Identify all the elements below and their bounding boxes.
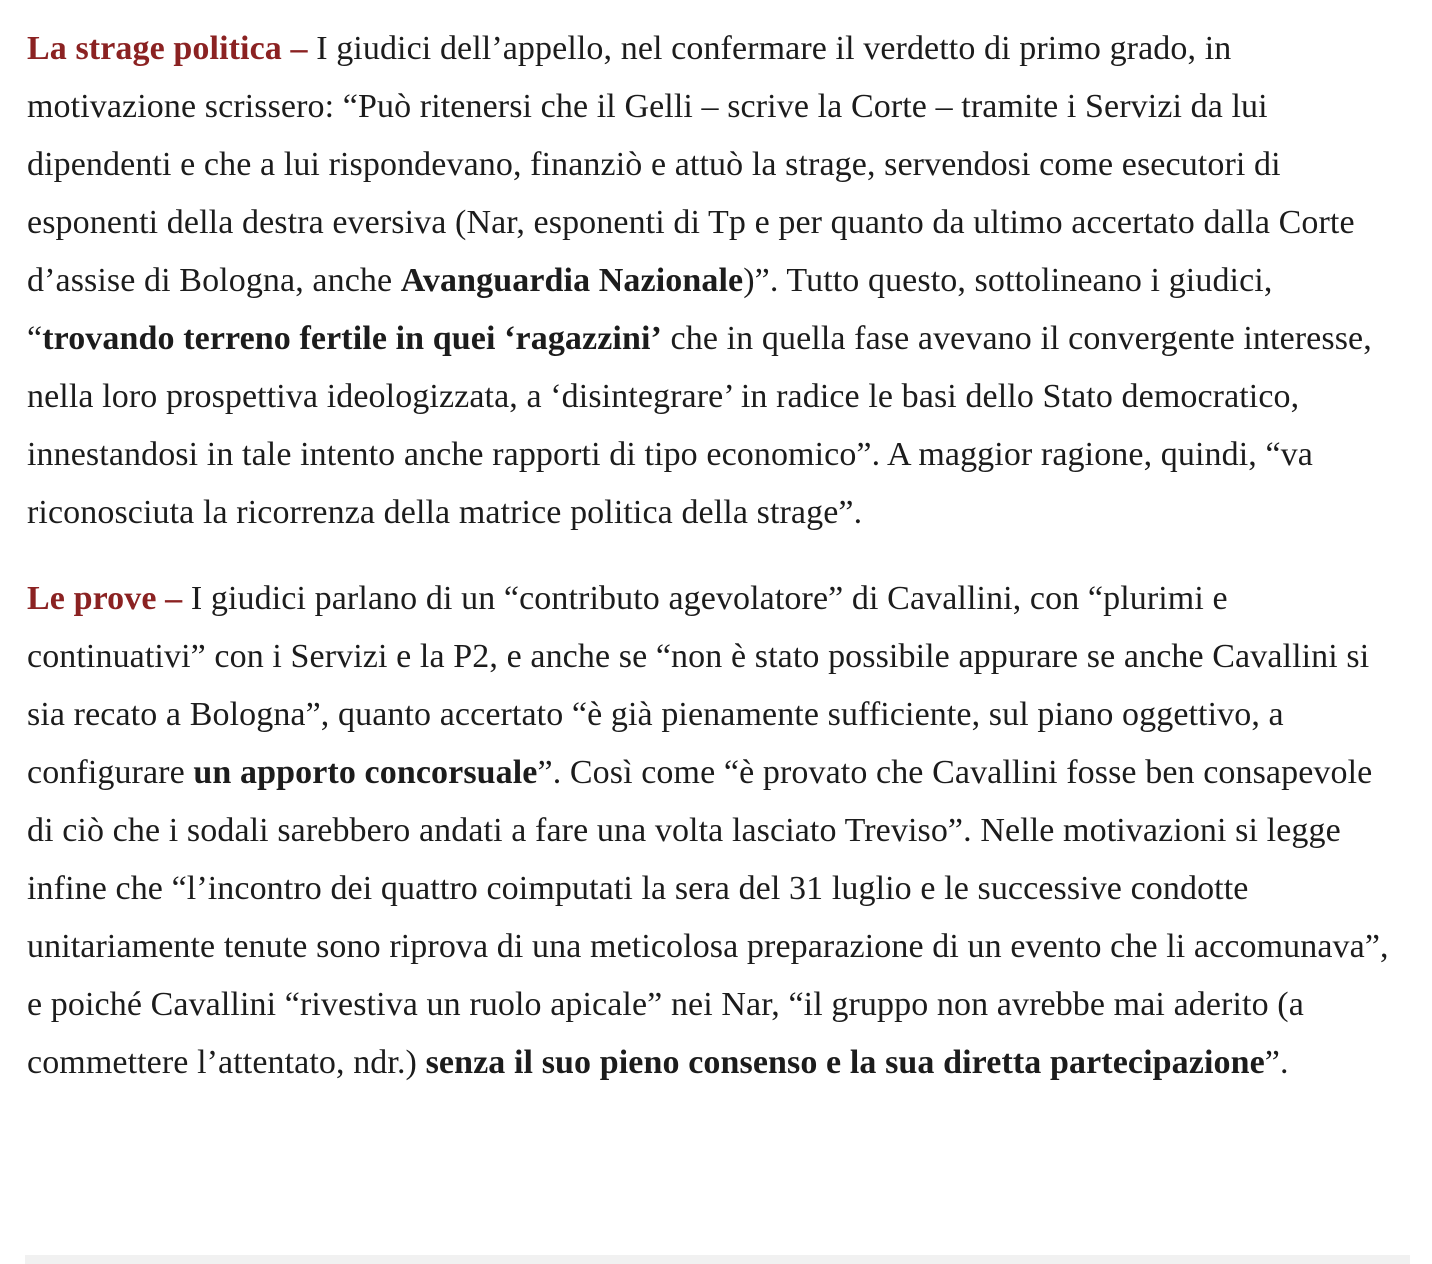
text-run: )”. Tutto questo, sottolineano i giudici, “ xyxy=(27,262,1273,357)
section-divider xyxy=(25,1255,1410,1264)
text-run: ”. Così come “è provato che Cavallini fosse ben consapevole di ciò che i sodali sarebbero andati a fare una volta lasciato Treviso”. Nelle motivazioni si legge infine che “l’incontro dei quattro coimputati la sera del 31 luglio e le successive condotte unitariamente tenute sono riprova di una meticolosa preparazione di un evento che li accomunava”, e poiché Cavallini “rivestiva un ruolo apicale” nei Nar, “il gruppo non avrebbe mai aderito (a commettere l’attentato, ndr.) xyxy=(27,754,1389,1081)
paragraph-lead-label: La strage politica – xyxy=(27,30,317,67)
text-run: I giudici dell’appello, nel confermare il verdetto di primo grado, in motivazione scrissero: “Può ritenersi che il Gelli – scrive la Corte – tramite i Servizi da lui dipendenti e che a lui rispondevano, finanziò e attuò la strage, servendosi come esecutori di esponenti della destra eversiva (Nar, esponenti di Tp e per quanto da ultimo accertato dalla Corte d’assise di Bologna, anche xyxy=(27,30,1355,299)
paragraph xyxy=(27,20,1404,542)
bold-text-run: Avanguardia Nazionale xyxy=(400,262,744,299)
bold-text-run: un apporto concorsuale xyxy=(193,754,538,791)
text-run: ”. xyxy=(1264,1044,1289,1081)
bold-text-run: trovando terreno fertile in quei ‘ragazzini’ xyxy=(42,320,662,357)
paragraph-lead-label: Le prove – xyxy=(27,580,191,617)
paragraph xyxy=(27,570,1404,1092)
bold-text-run: senza il suo pieno consenso e la sua diretta partecipazione xyxy=(425,1044,1265,1081)
text-run: I giudici parlano di un “contributo agevolatore” di Cavallini, con “plurimi e continuativi” con i Servizi e la P2, e anche se “non è stato possibile appurare se anche Cavallini si sia recato a Bologna”, quanto accertato “è già pienamente sufficiente, sul piano oggettivo, a configurare xyxy=(27,580,1370,791)
text-run: che in quella fase avevano il convergente interesse, nella loro prospettiva ideologizzata, a ‘disintegrare’ in radice le basi dello Stato democratico, innestandosi in tale intento anche rapporti di tipo economico”. A maggior ragione, quindi, “va riconosciuta la ricorrenza della matrice politica della strage”. xyxy=(27,320,1372,531)
